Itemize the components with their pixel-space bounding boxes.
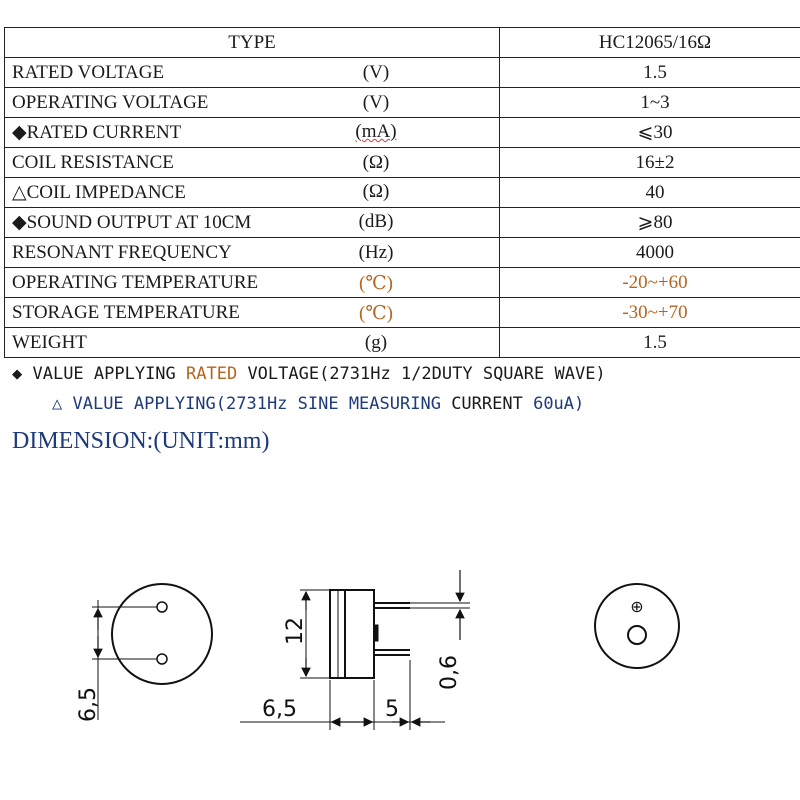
note1-text-c: VOLTAGE(2731Hz 1/2DUTY SQUARE WAVE) bbox=[237, 364, 606, 384]
note2-text-a: VALUE APPLYING(2731Hz SINE MEASURING bbox=[62, 394, 452, 414]
spec-unit: (mA) bbox=[355, 121, 397, 142]
triangle-icon: △ bbox=[12, 182, 27, 203]
note1-text-b: RATED bbox=[186, 364, 238, 384]
spec-unit: (℃) bbox=[359, 272, 393, 294]
top-view bbox=[92, 584, 212, 720]
triangle-icon: △ bbox=[52, 394, 63, 414]
spec-unit: (V) bbox=[362, 61, 390, 83]
note2-text-c: 60uA) bbox=[522, 394, 585, 414]
spec-name: SOUND OUTPUT AT 10CM bbox=[26, 212, 252, 233]
spec-name: WEIGHT bbox=[12, 331, 87, 353]
spec-name: OPERATING VOLTAGE bbox=[12, 91, 209, 113]
dim-label-body-height: 12 bbox=[283, 617, 308, 645]
sound-hole bbox=[628, 626, 646, 644]
dim-label-pin-pitch: 6,5 bbox=[76, 687, 101, 722]
spec-value: 1~3 bbox=[500, 88, 800, 118]
spec-name: STORAGE TEMPERATURE bbox=[12, 301, 240, 323]
spec-value: 1.5 bbox=[500, 328, 800, 358]
diamond-icon: ◆ bbox=[12, 122, 27, 143]
spec-name: RATED CURRENT bbox=[26, 122, 182, 143]
spec-value: ⩾80 bbox=[500, 208, 800, 238]
spec-value: 4000 bbox=[500, 238, 800, 268]
dimension-title-text: DIMENSION:(UNIT:mm) bbox=[12, 428, 270, 454]
spec-value: 16±2 bbox=[500, 148, 800, 178]
header-type-label: TYPE bbox=[5, 28, 500, 58]
polarity-plus-icon: ⊕ bbox=[630, 597, 644, 616]
body-outline-top bbox=[112, 584, 212, 684]
dim-label-body-width: 6,5 bbox=[262, 697, 297, 722]
spec-unit: (dB) bbox=[358, 211, 394, 232]
spec-unit: (Hz) bbox=[358, 241, 394, 263]
spec-value: 1.5 bbox=[500, 58, 800, 88]
spec-unit: (g) bbox=[364, 331, 388, 353]
spec-unit: (℃) bbox=[359, 302, 393, 324]
spec-unit: (V) bbox=[362, 91, 390, 113]
spec-name: OPERATING TEMPERATURE bbox=[12, 271, 259, 293]
diamond-icon: ◆ bbox=[12, 212, 27, 233]
spec-unit: (Ω) bbox=[362, 181, 390, 202]
spec-value: -20~+60 bbox=[500, 268, 800, 298]
dim-label-pin-spacing: 5 bbox=[385, 697, 399, 722]
spec-value: ⩽30 bbox=[500, 118, 800, 148]
spec-unit: (Ω) bbox=[362, 151, 390, 173]
spec-value: -30~+70 bbox=[500, 298, 800, 328]
diamond-icon: ◆ bbox=[12, 364, 23, 384]
spec-name: RESONANT FREQUENCY bbox=[12, 241, 232, 263]
spec-value: 40 bbox=[500, 178, 800, 208]
dim-label-pin-diameter: 0,6 bbox=[437, 655, 462, 690]
note1-text-a: VALUE APPLYING bbox=[22, 364, 187, 384]
pin-hole-top bbox=[157, 602, 167, 612]
header-model: HC12065/16Ω bbox=[500, 28, 800, 58]
spec-name: COIL RESISTANCE bbox=[12, 151, 174, 173]
side-body bbox=[330, 590, 374, 678]
pin-hole-bottom bbox=[157, 654, 167, 664]
note2-text-b: CURRENT bbox=[451, 394, 523, 414]
spec-name: COIL IMPEDANCE bbox=[26, 182, 186, 203]
spec-name: RATED VOLTAGE bbox=[12, 61, 165, 83]
